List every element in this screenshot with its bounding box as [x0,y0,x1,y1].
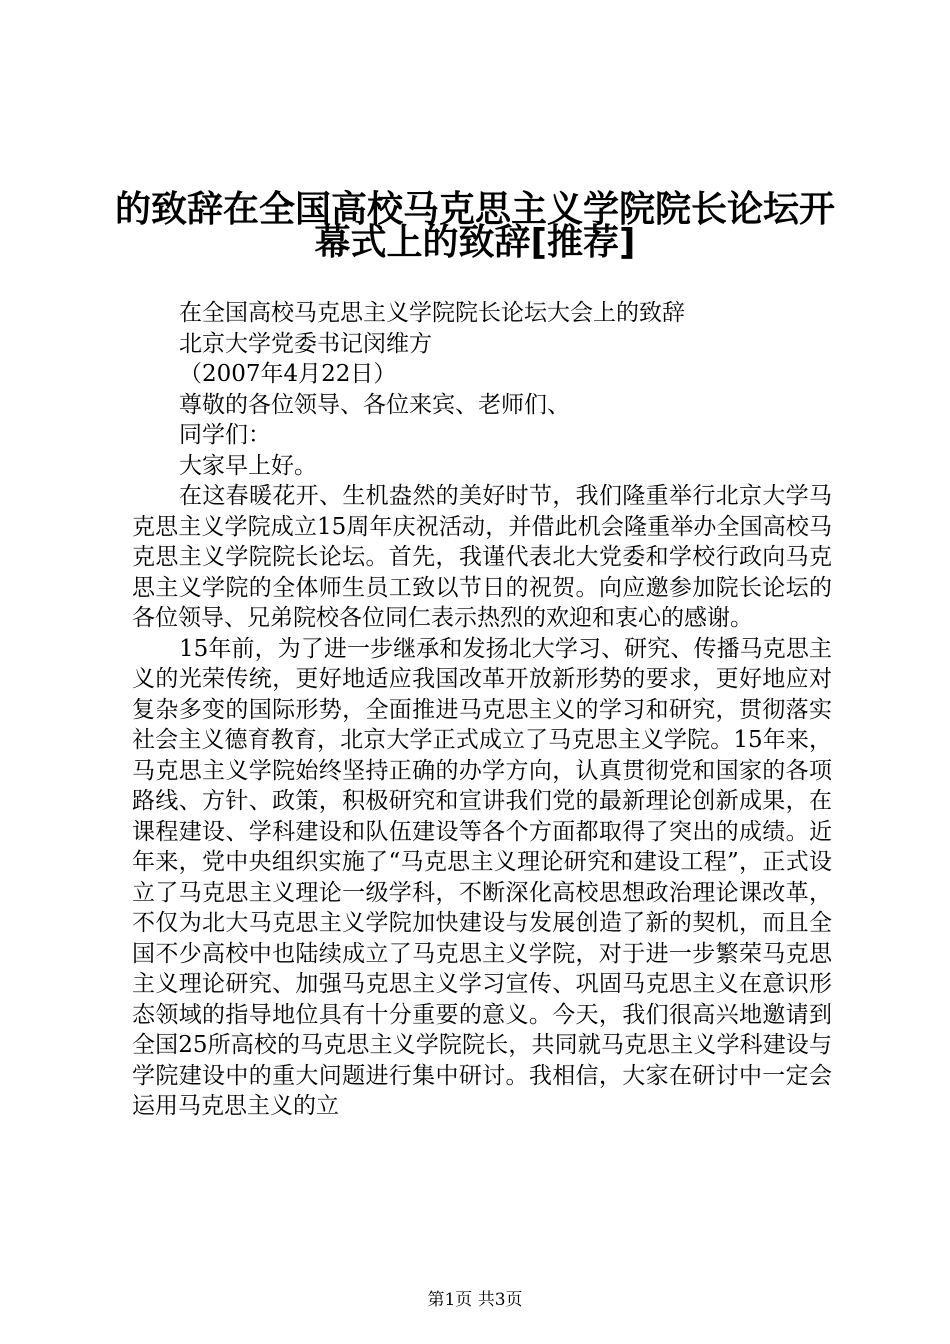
speech-date: （2007年4月22日） [179,361,397,387]
document-body [132,298,832,1122]
speech-author: 北京大学党委书记闵维方 [179,330,432,357]
salutation-line-2: 同学们： [179,422,271,448]
document-title-line-2: 幕式上的致辞[推荐] [314,222,636,263]
paragraph-1: 在这春暖花开、生机盎然的美好时节，我们隆重举行北京大学马克思主义学院成立15周年庆祝活动，并借此机会隆重举办全国高校马克思主义学院院长论坛。首先，我谨代表北大党委和学校行政向马克思主义学院的全体师生员工致以节日的祝贺。向应邀参加院长论坛的各位领导、兄弟院校各位同仁表示热烈的欢迎和衷心的感谢。 [132,483,832,631]
page-number-footer: 第1页 共3页 [427,1290,523,1310]
paragraph-2: 15年前，为了进一步继承和发扬北大学习、研究、传播马克思主义的光荣传统，更好地适应我国改革开放新形势的要求，更好地应对复杂多变的国际形势，全面推进马克思主义的学习和研究，贯彻落实社会主义德育教育，北京大学正式成立了马克思主义学院。15年来，马克思主义学院始终坚持正确的办学方向，认真贯彻党和国家的各项路线、方针、政策，积极研究和宣讲我们党的最新理论创新成果，在课程建设、学科建设和队伍建设等各个方面都取得了突出的成绩。近年来，党中央组织实施了“马克思主义理论研究和建设工程”，正式设立了马克思主义理论一级学科，不断深化高校思想政治理论课改革，不仅为北大马克思主义学院加快建设与发展创造了新的契机，而且全国不少高校中也陆续成立了马克思主义学院，对于进一步繁荣马克思主义理论研究、加强马克思主义学习宣传、巩固马克思主义在意识形态领域的指导地位具有十分重要的意义。今天，我们很高兴地邀请到全国25所高校的马克思主义学院院长，共同就马克思主义学科建设与学院建设中的重大问题进行集中研讨。我相信，大家在研讨中一定会运用马克思主义的立 [132,635,832,1119]
salutation-line-1: 尊敬的各位领导、各位来宾、老师们、 [179,391,570,418]
greeting: 大家早上好。 [179,452,317,479]
document-title-line-1: 的致辞在全国高校马克思主义学院院长论坛开 [114,189,835,230]
speech-heading: 在全国高校马克思主义学院院长论坛大会上的致辞 [179,300,685,326]
